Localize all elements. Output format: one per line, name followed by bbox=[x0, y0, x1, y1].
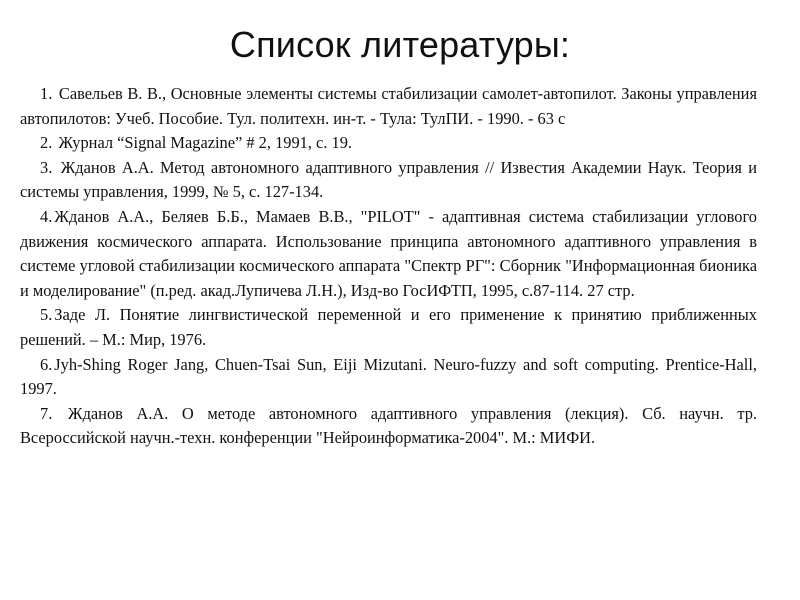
reference-number: 4. bbox=[40, 206, 53, 226]
reference-item bbox=[20, 156, 757, 205]
reference-item bbox=[20, 205, 757, 303]
reference-list bbox=[20, 82, 757, 451]
reference-item bbox=[20, 402, 757, 451]
reference-text: Заде Л. Понятие лингвистической переменной и его применение к принятию приближенных решений. – М.: Мир, 1976. bbox=[20, 305, 757, 349]
reference-number: 2. bbox=[40, 133, 53, 153]
reference-text: Жданов А.А. О методе автономного адаптивного управления (лекция). Сб. научн. тр. Всероссийской научн.-техн. конференции "Нейроинформатика-2004". М.: МИФИ. bbox=[20, 403, 757, 448]
reference-text: Jyh-Shing Roger Jang, Chuen-Tsai Sun, Eiji Mizutani. Neuro-fuzzy and soft computing. Prentice-Hall, 1997. bbox=[20, 354, 757, 399]
reference-item bbox=[20, 131, 757, 156]
reference-text: Савельев В. В., Основные элементы системы стабилизации самолет-автопилот. Законы управления автопилотов: Учеб. Пособие. Тул. политехн. ин-т. - Тула: ТулПИ. - 1990. - 63 с bbox=[20, 84, 757, 128]
reference-item bbox=[20, 82, 757, 131]
reference-item bbox=[20, 353, 757, 402]
reference-number: 1. bbox=[40, 84, 53, 103]
reference-number: 5. bbox=[40, 305, 53, 325]
reference-text: Жданов А.А. Метод автономного адаптивного управления // Известия Академии Наук. Теория и системы управления, 1999, № 5, с. 127-134. bbox=[20, 157, 757, 202]
reference-text: Журнал “Signal Magazine” # 2, 1991, c. 19. bbox=[54, 133, 353, 153]
reference-number: 7. bbox=[40, 403, 53, 423]
page-title: Список литературы: bbox=[229, 24, 571, 65]
reference-text: Жданов А.А., Беляев Б.Б., Мамаев В.В., "PILOT" - адаптивная система стабилизации углового движения космического аппарата. Использование принципа автономного адаптивного управления в системе угловой стабилизации космического аппарата "Спектр РГ": Сборник "Информационная бионика и моделирование" (п.ред. акад.Лупичева Л.Н.), Изд-во ГосИФТП, 1995, с.87-114. 27 стр. bbox=[20, 206, 757, 300]
reference-number: 3. bbox=[40, 157, 53, 177]
reference-item bbox=[20, 303, 757, 352]
reference-number: 6. bbox=[40, 354, 53, 374]
